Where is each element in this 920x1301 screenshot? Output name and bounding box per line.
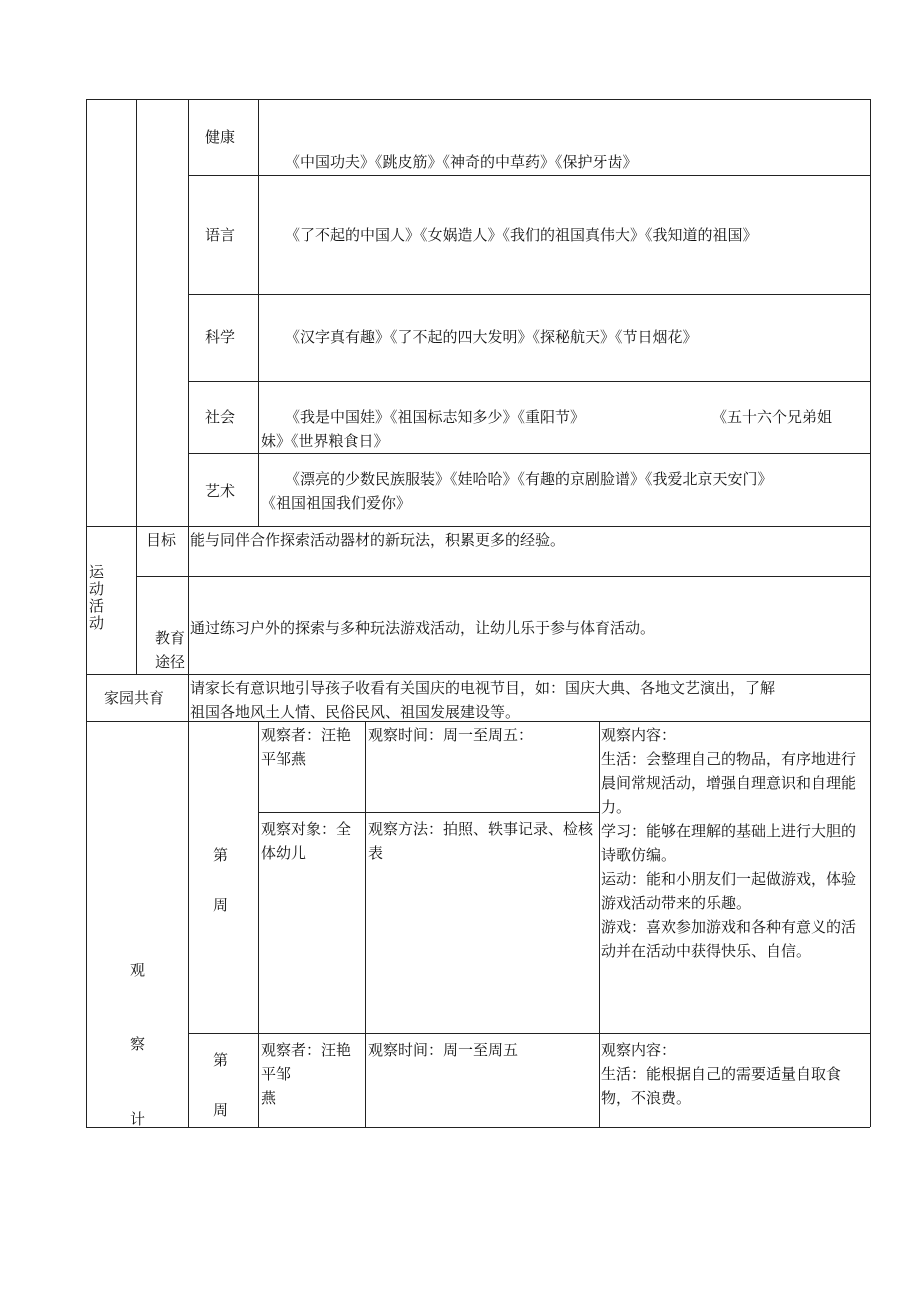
- week2-content-title: 观察内容：: [601, 1041, 677, 1059]
- week2-content: [601, 1038, 869, 1110]
- week2-observer-line3: 燕: [261, 1089, 277, 1107]
- week2-content-life: 生活：能根据自己的需要适量自取食物，不浪费。: [601, 1065, 842, 1107]
- week1-method: 观察方法：拍照、轶事记录、检核表: [368, 820, 594, 862]
- observation-label-char-1: 观: [130, 961, 146, 979]
- week2-char-2: 周: [213, 1101, 229, 1119]
- sports-path-label-1: 教育: [155, 629, 186, 647]
- week2-observer-line2: 平邹: [261, 1065, 292, 1083]
- science-label: 科学: [205, 328, 236, 346]
- society-content-line2: 妹》《世界粮食日》: [261, 432, 389, 450]
- week1-content: [601, 723, 869, 963]
- sports-label: 运动活动: [89, 563, 105, 632]
- observation-label-char-2: 察: [130, 1035, 146, 1053]
- week1-content-study: 学习：能够在理解的基础上进行大胆的诗歌仿编。: [601, 822, 857, 864]
- home-line1: 请家长有意识地引导孩子收看有关国庆的电视节目，如：国庆大典、各地文艺演出，了解: [190, 679, 776, 697]
- society-content-part1: 《我是中国娃》《祖国标志知多少》《重阳节》: [285, 408, 586, 426]
- home-label: 家园共育: [104, 689, 165, 707]
- sports-path: 通过练习户外的探索与多种玩法游戏活动，让幼儿乐于参与体育活动。: [190, 619, 656, 637]
- art-content-line2: 《祖国祖国我们爱你》: [261, 494, 412, 512]
- sports-goal-label: 目标: [146, 531, 177, 549]
- week1-target: 观察对象：全体幼儿: [261, 820, 352, 862]
- week1-content-sports: 运动：能和小朋友们一起做游戏，体验游戏活动带来的乐趣。: [601, 870, 857, 912]
- week1-content-life: 生活：会整理自己的物品，有序地进行晨间常规活动，增强自理意识和自理能力。: [601, 750, 857, 816]
- week1-observer: 观察者：汪艳平邹燕: [261, 726, 352, 768]
- art-label: 艺术: [205, 482, 236, 500]
- sports-path-label-2: 途径: [155, 653, 186, 671]
- health-label: 健康: [205, 128, 236, 146]
- science-content: 《汉字真有趣》《了不起的四大发明》《探秘航天》《节日烟花》: [285, 328, 698, 346]
- home-line2: 祖国各地风土人情、民俗民风、祖国发展建设等。: [190, 703, 521, 721]
- week1-char-1: 第: [213, 846, 229, 864]
- art-content-line1: 《漂亮的少数民族服装》《娃哈哈》《有趣的京剧脸谱》《我爱北京天安门》: [285, 470, 773, 488]
- week1-time: 观察时间：周一至周五：: [368, 726, 534, 744]
- language-label: 语言: [205, 226, 236, 244]
- sports-goal: 能与同伴合作探索活动器材的新玩法，积累更多的经验。: [190, 531, 566, 549]
- week1-content-title: 观察内容：: [601, 726, 677, 744]
- health-content: 《中国功夫》《跳皮筋》《神奇的中草药》《保护牙齿》: [285, 153, 638, 171]
- week2-char-1: 第: [213, 1051, 229, 1069]
- observation-label-char-3: 计: [130, 1110, 146, 1128]
- week2-observer-line1: 观察者：汪艳: [261, 1041, 352, 1059]
- society-content-part2: 《五十六个兄弟姐: [712, 408, 833, 426]
- week2-time: 观察时间：周一至周五: [368, 1041, 519, 1059]
- week1-content-games: 游戏：喜欢参加游戏和各种有意义的活动并在活动中获得快乐、自信。: [601, 918, 857, 960]
- society-label: 社会: [205, 408, 236, 426]
- language-content: 《了不起的中国人》《女娲造人》《我们的祖国真伟大》《我知道的祖国》: [285, 226, 758, 244]
- week1-char-2: 周: [213, 896, 229, 914]
